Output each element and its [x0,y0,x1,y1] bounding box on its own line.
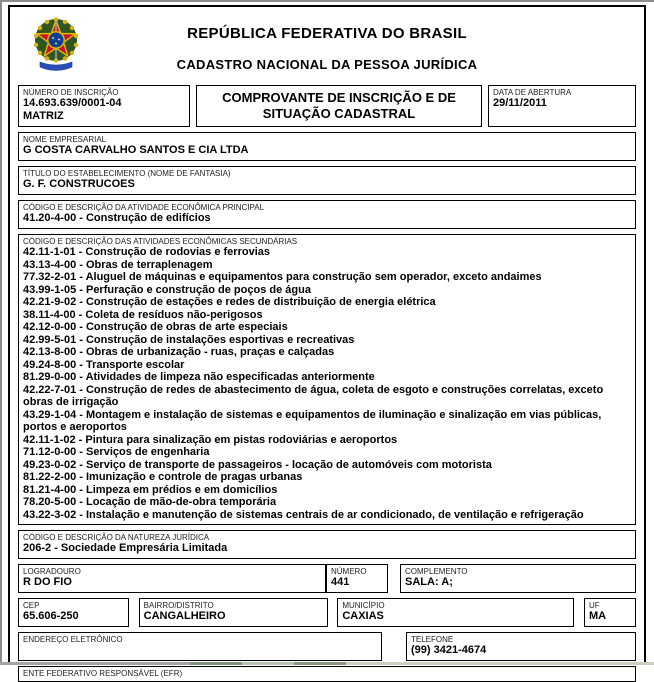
main-activity-box [18,200,636,229]
secondary-activity-item: 49.23-0-02 - Serviço de transporte de passageiros - locação de automóveis com motorista [23,458,492,471]
efr-label: ENTE FEDERATIVO RESPONSÁVEL (EFR) [23,669,183,678]
street-box [18,564,326,593]
row-cep [18,598,636,627]
inscription-type-value: MATRIZ [23,110,64,122]
city-value: CAXIAS [342,610,384,622]
secondary-activities-list [23,246,631,521]
secondary-activities-box [18,234,636,525]
main-activity-label: CÓDIGO E DESCRIÇÃO DA ATIVIDADE ECONÔMICA PRINCIPAL [23,203,265,212]
district-label: BAIRRO/DISTRITO [143,601,214,610]
state-box [584,598,636,627]
secondary-activity-item: 42.11-1-02 - Pintura para sinalização em pistas rodoviárias e aeroportos [23,433,398,446]
secondary-activity-item: 38.11-4-00 - Coleta de resíduos não-perigosos [23,308,263,321]
opening-date-label: DATA DE ABERTURA [493,88,572,97]
company-name-box [18,132,636,161]
secondary-activities-label: CÓDIGO E DESCRIÇÃO DAS ATIVIDADES ECONÔMICAS SECUNDÁRIAS [23,237,298,246]
secondary-activity-item: 71.12-0-00 - Serviços de engenharia [23,446,210,458]
window-left-edge [0,0,2,665]
city-label: MUNICÍPIO [342,601,385,610]
state-value: MA [588,610,607,622]
complement-value: SALA: A; [405,576,453,588]
inscription-number-label: NÚMERO DE INSCRIÇÃO [23,88,119,97]
document-header [18,13,636,85]
republic-title: REPÚBLICA FEDERATIVA DO BRASIL [187,25,467,42]
row-street [18,564,636,593]
cep-label: CEP [23,601,40,610]
phone-box [406,632,636,661]
window-bottom-strip [0,662,654,665]
trade-name-box [18,166,636,195]
secondary-activity-item: 81.22-2-00 - Imunização e controle de pragas urbanas [23,471,303,483]
trade-name-label: TÍTULO DO ESTABELECIMENTO (NOME DE FANTASIA) [23,169,231,178]
complement-box [400,564,636,593]
number-value: 441 [331,576,350,588]
brazil-coat-of-arms-icon [32,15,80,80]
city-box [337,598,574,627]
secondary-activity-item: 49.24-8-00 - Transporte escolar [23,358,185,371]
secondary-activity-item: 43.13-4-00 - Obras de terraplenagem [23,258,213,271]
street-label: LOGRADOURO [23,567,81,576]
secondary-activity-item: 43.29-1-04 - Montagem e instalação de sistemas e equipamentos de iluminação e sinalização em vias públicas, portos e aeroportos [23,408,602,433]
secondary-activity-item: 42.12-0-00 - Construção de obras de arte especiais [23,321,288,333]
strip-segment [294,662,346,665]
secondary-activity-item: 43.99-1-05 - Perfuração e construção de poços de água [23,283,311,296]
secondary-activity-item: 77.32-2-01 - Aluguel de máquinas e equipamentos para construção sem operador, exceto andaimes [23,271,542,283]
phone-label: TELEFONE [411,635,454,644]
strip-segment [346,662,654,665]
legal-nature-box [18,530,636,559]
document-title: COMPROVANTE DE INSCRIÇÃO E DE SITUAÇÃO CADASTRAL [196,85,482,127]
window-top-edge [0,0,654,2]
phone-value: (99) 3421-4674 [411,644,487,656]
secondary-activity-item: 43.22-3-02 - Instalação e manutenção de sistemas centrais de ar condicionado, de ventilação e refrigeração [23,508,584,521]
secondary-activity-item: 78.20-5-00 - Locação de mão-de-obra temporária [23,496,277,508]
email-label: ENDEREÇO ELETRÔNICO [23,635,123,644]
secondary-activity-item: 81.21-4-00 - Limpeza em prédios e em domicílios [23,483,278,496]
inscription-number-box [18,85,190,127]
email-box [18,632,382,661]
legal-nature-value: 206-2 - Sociedade Empresária Limitada [23,542,228,554]
cep-value: 65.606-250 [23,610,79,622]
district-box [139,598,328,627]
street-value: R DO FIO [23,576,72,588]
opening-date-value: 29/11/2011 [493,97,547,109]
opening-date-box [488,85,636,127]
number-box [326,564,388,593]
state-label: UF [588,601,600,610]
secondary-activity-item: 42.99-5-01 - Construção de instalações esportivas e recreativas [23,333,355,346]
inscription-number-value: 14.693.639/0001-04 [23,97,122,109]
document-frame [8,5,646,678]
district-value: CANGALHEIRO [143,610,226,622]
row-inscription [18,85,636,127]
main-activity-value: 41.20-4-00 - Construção de edifícios [23,212,211,224]
secondary-activity-item: 42.21-9-02 - Construção de estações e redes de distribuição de energia elétrica [23,296,436,308]
strip-segment [190,662,242,665]
company-name-value: G COSTA CARVALHO SANTOS E CIA LTDA [23,144,249,156]
cep-box [18,598,129,627]
secondary-activity-item: 81.29-0-00 - Atividades de limpeza não especificadas anteriormente [23,371,375,383]
legal-nature-label: CÓDIGO E DESCRIÇÃO DA NATUREZA JURÍDICA [23,533,210,542]
efr-box [18,666,636,682]
company-name-label: NOME EMPRESARIAL [23,135,107,144]
secondary-activity-item: 42.13-8-00 - Obras de urbanização - ruas, praças e calçadas [23,346,335,358]
strip-segment [0,662,190,665]
number-label: NÚMERO [331,567,367,576]
strip-segment [242,662,294,665]
complement-label: COMPLEMENTO [405,567,468,576]
trade-name-value: G. F. CONSTRUCOES [23,178,135,190]
secondary-activity-item: 42.22-7-01 - Construção de redes de abastecimento de água, coleta de esgoto e construções correlatas, exceto obras de irrigação [23,383,604,408]
registry-title: CADASTRO NACIONAL DA PESSOA JURÍDICA [176,57,478,72]
row-contact [18,632,636,661]
secondary-activity-item: 42.11-1-01 - Construção de rodovias e ferrovias [23,246,270,258]
